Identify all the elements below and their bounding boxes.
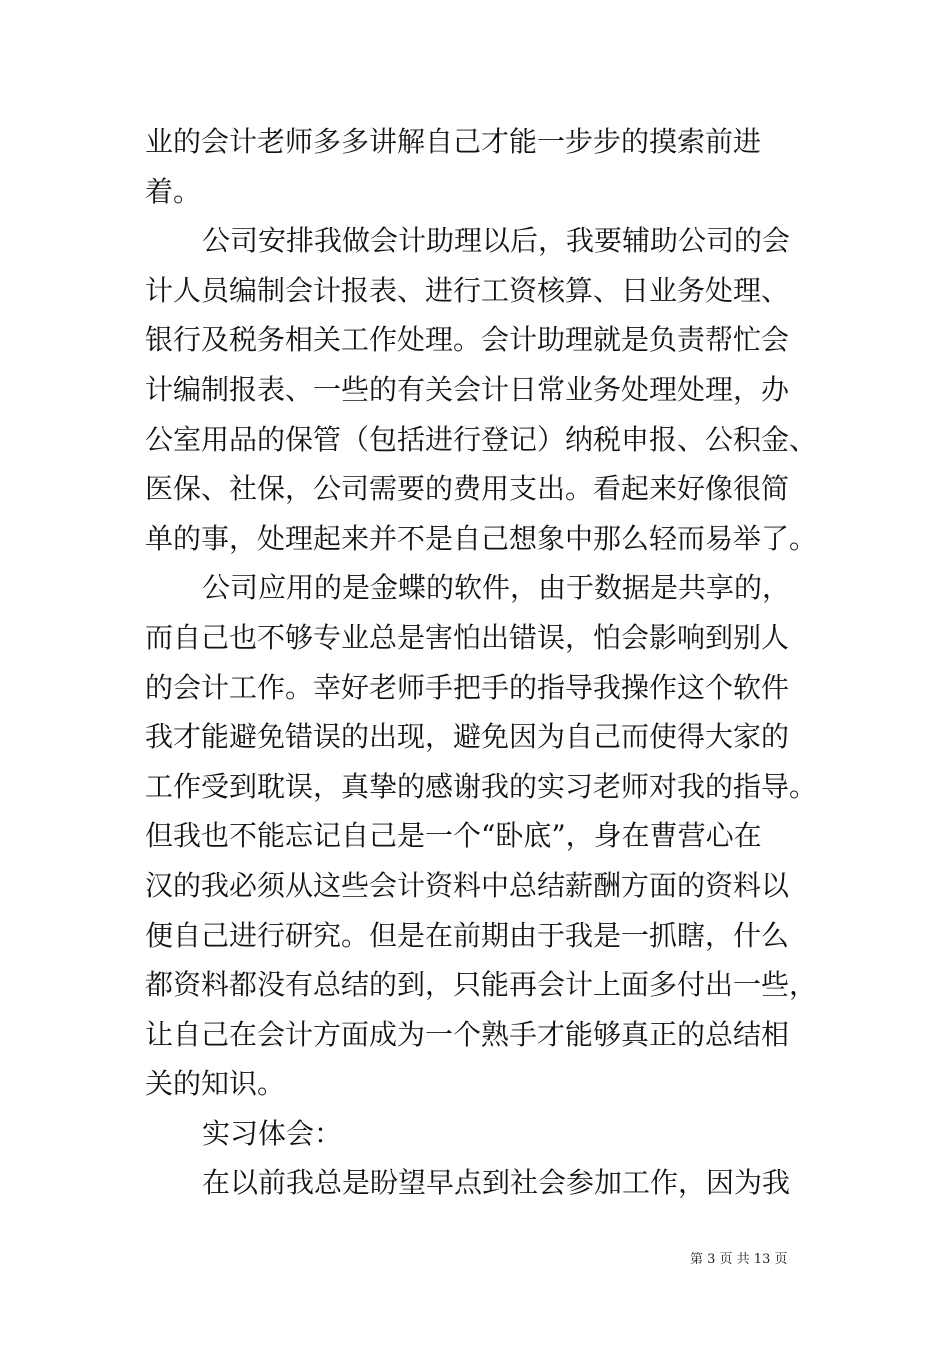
text-line: 实习体会： [202, 1116, 343, 1150]
text-line: 便自己进行研究。但是在前期由于我是一抓瞎，什么 [145, 918, 790, 952]
text-line: 业的会计老师多多讲解自己才能一步步的摸索前进 [145, 125, 762, 158]
page-number-footer: 第 3 页 共 13 页 [690, 1252, 788, 1267]
text-line: 但我也不能忘记自己是一个“卧底”，身在曹营心在 [145, 819, 762, 853]
text-line: 工作受到耽误，真挚的感谢我的实习老师对我的指导。 [145, 769, 818, 803]
text-line: 汉的我必须从这些会计资料中总结薪酬方面的资料以 [145, 868, 790, 902]
text-line: 的会计工作。幸好老师手把手的指导我操作这个软件 [145, 670, 790, 704]
text-line: 公室用品的保管（包括进行登记）纳税申报、公积金、 [145, 422, 818, 456]
text-line: 计人员编制会计报表、进行工资核算、日业务处理、 [145, 273, 790, 307]
text-line: 让自己在会计方面成为一个熟手才能够真正的总结相 [145, 1017, 790, 1051]
text-line: 关的知识。 [145, 1067, 286, 1101]
text-line: 在以前我总是盼望早点到社会参加工作，因为我 [202, 1166, 791, 1200]
text-line: 着。 [145, 174, 202, 208]
text-line: 单的事，处理起来并不是自己想象中那么轻而易举了。 [145, 521, 818, 555]
text-line: 银行及税务相关工作处理。会计助理就是负责帮忙会 [145, 323, 790, 357]
text-line: 我才能避免错误的出现，避免因为自己而使得大家的 [145, 720, 790, 754]
text-line: 公司安排我做会计助理以后，我要辅助公司的会 [202, 224, 791, 258]
text-line: 都资料都没有总结的到，只能再会计上面多付出一些， [145, 968, 818, 1002]
document-body [145, 117, 818, 1208]
text-line: 医保、社保，公司需要的费用支出。看起来好像很简 [145, 472, 790, 506]
text-line: 公司应用的是金蝶的软件，由于数据是共享的， [202, 571, 791, 605]
text-line: 计编制报表、一些的有关会计日常业务处理处理，办 [145, 372, 790, 406]
text-line: 而自己也不够专业总是害怕出错误，怕会影响到别人 [145, 620, 790, 654]
